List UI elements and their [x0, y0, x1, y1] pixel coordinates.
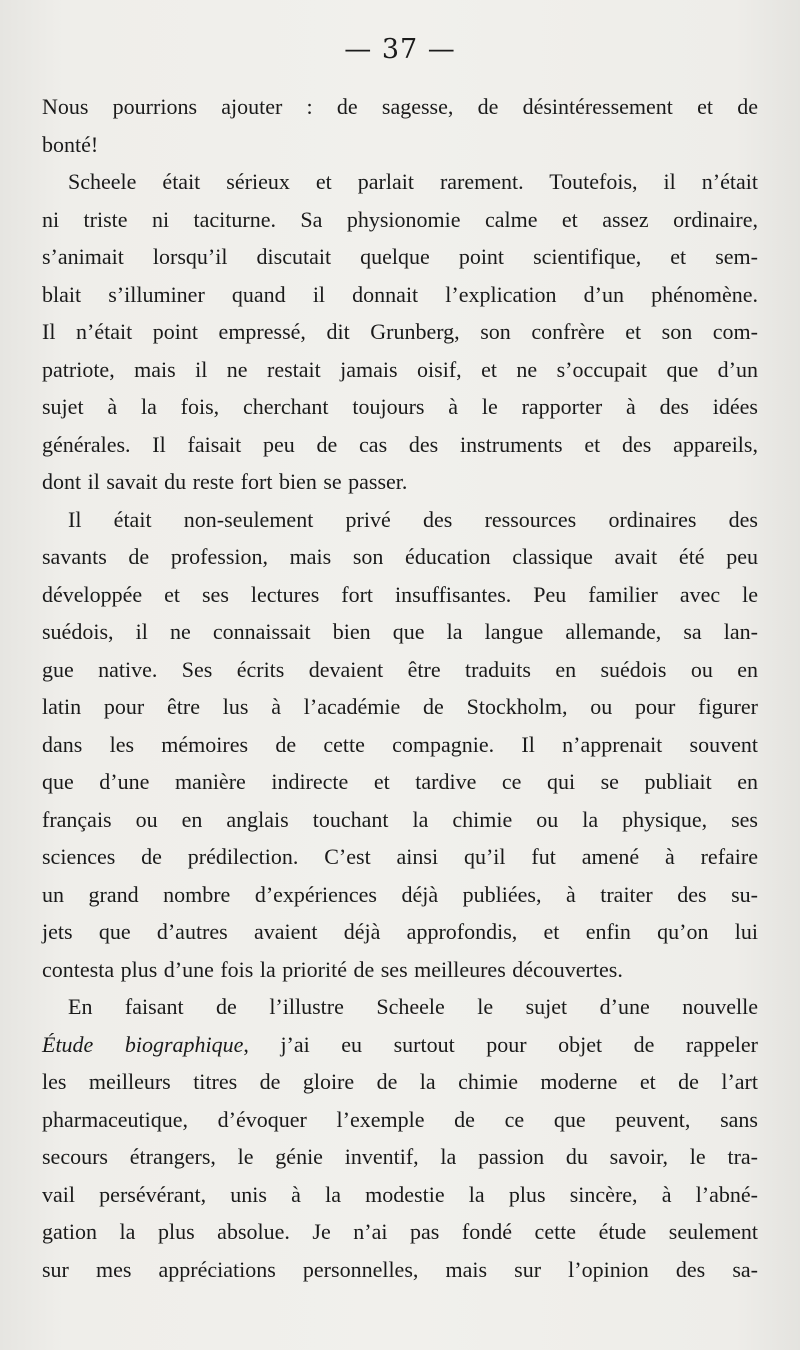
text-line: dont il savait du reste fort bien se passer.	[42, 469, 408, 494]
text-line: les meilleurs titres de gloire de la chimie moderne et de l’art	[42, 1069, 758, 1094]
text-line: sujet à la fois, cherchant toujours à le rapporter à des idées	[42, 394, 758, 419]
text-line: contesta plus d’une fois la priorité de ses meilleures découvertes.	[42, 956, 623, 982]
text-line: sur mes appréciations personnelles, mais sur l’opinion des sa-	[42, 1256, 758, 1282]
text-line: s’animait lorsqu’il discutait quelque point scientifique, et sem-	[42, 244, 758, 269]
paragraph-3	[42, 501, 758, 989]
text-line: générales. Il faisait peu de cas des instruments et des appareils,	[42, 431, 758, 457]
text-line: latin pour être lus à l’académie de Stockholm, ou pour figurer	[42, 694, 758, 719]
page-number: — 37 —	[344, 34, 456, 65]
text-line: Il était non-seulement privé des ressources ordinaires des	[68, 506, 758, 532]
text-line: pharmaceutique, d’évoquer l’exemple de ce que peuvent, sans	[42, 1106, 758, 1132]
text-line: suédois, il ne connaissait bien que la langue allemande, sa lan-	[42, 619, 758, 644]
text-line: que d’une manière indirecte et tardive ce qui se publiait en	[42, 769, 758, 794]
text-fragment: , j’ai eu surtout pour objet de rappeler	[243, 1031, 758, 1057]
text-line: Il n’était point empressé, dit Grunberg, son confrère et son com-	[42, 319, 758, 344]
text-line: gation la plus absolue. Je n’ai pas fondé cette étude seulement	[42, 1219, 758, 1244]
text-line: ni triste ni taciturne. Sa physionomie calme et assez ordinaire,	[42, 206, 758, 232]
text-line: savants de profession, mais son éducation classique avait été peu	[42, 544, 758, 569]
paragraph-4	[42, 988, 758, 1288]
text-line: En faisant de l’illustre Scheele le sujet d’une nouvelle	[68, 994, 758, 1019]
text-line: développée et ses lectures fort insuffisantes. Peu familier avec le	[42, 581, 758, 607]
text-line: gue native. Ses écrits devaient être traduits en suédois ou en	[42, 656, 758, 682]
paragraph-1	[42, 88, 758, 163]
paragraph-2	[42, 163, 758, 501]
text-line: Nous pourrions ajouter : de sagesse, de désintéressement et de	[42, 94, 758, 119]
text-line: sciences de prédilection. C’est ainsi qu’il fut amené à refaire	[42, 844, 758, 869]
text-line: un grand nombre d’expériences déjà publiées, à traiter des su-	[42, 881, 758, 907]
body-text	[42, 88, 758, 1288]
text-line: bonté!	[42, 131, 99, 157]
text-line: secours étrangers, le génie inventif, la passion du savoir, le tra-	[42, 1144, 758, 1169]
text-line: patriote, mais il ne restait jamais oisif, et ne s’occupait que d’un	[42, 356, 758, 382]
text-line	[42, 1026, 758, 1064]
text-line: dans les mémoires de cette compagnie. Il n’apprenait souvent	[42, 731, 758, 757]
text-line: français ou en anglais touchant la chimie ou la physique, ses	[42, 806, 758, 832]
text-line: jets que d’autres avaient déjà approfondis, et enfin qu’on lui	[42, 919, 758, 944]
book-title-italic: Étude biographique	[42, 1031, 244, 1057]
text-line: blait s’illuminer quand il donnait l’explication d’un phénomène.	[42, 281, 758, 307]
text-line: Scheele était sérieux et parlait rarement. Toutefois, il n’était	[68, 169, 758, 194]
text-line: vail persévérant, unis à la modestie la plus sincère, à l’abné-	[42, 1181, 758, 1207]
